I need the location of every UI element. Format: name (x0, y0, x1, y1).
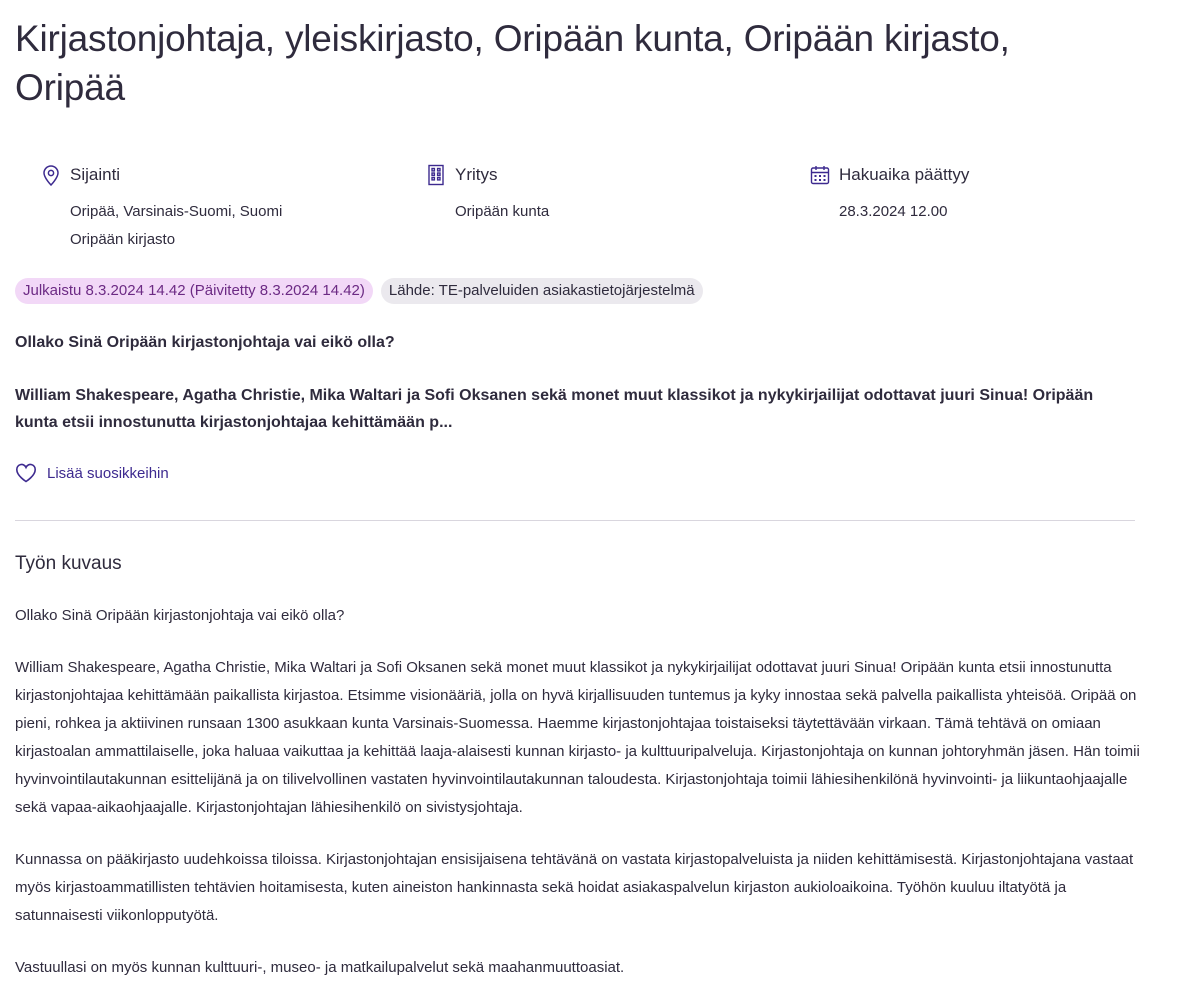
add-favorite-button[interactable] (15, 462, 169, 484)
description-paragraph: William Shakespeare, Agatha Christie, Mika Waltari ja Sofi Oksanen sekä monet muut klassikot ja nykykirjailijat odottavat juuri Sinua! Oripään kunta etsii innostunutta kirjastonjohtajaa kehittämään paikallista kirjastoa. Etsimme visionääriä, jolla on hyvä kirjallisuuden tuntemus ja kyky innostaa sekä palvella paikallista yhteisöä. Oripää on pieni, rohkea ja aktiivinen runsaan 1300 asukkaan kunta Varsinais-Suomessa. Haemme kirjastonjohtajaa toistaiseksi täytettävään virkaan. Tämä tehtävä on omiaan kirjastoalan ammattilaiselle, joka haluaa vaikuttaa ja kehittää laaja-alaisesti kunnan kirjasto- ja kulttuuripalveluja. Kirjastonjohtaja on kunnan johtoryhmän jäsen. Hän toimii hyvinvointilautakunnan esittelijänä ja on tilivelvollinen vastaten hyvinvointilautakunnan taloudesta. Kirjastonjohtaja toimii lähiesihenkilönä hyvinvointi- ja liikuntaohjaajalle sekä vapaa-aikaohjaajalle. Kirjastonjohtajan lähiesihenkilö on sivistysjohtaja. (15, 659, 1140, 816)
meta-deadline (809, 160, 969, 226)
meta-deadline-value: 28.3.2024 12.00 (839, 203, 948, 220)
meta-location-value: Oripää, Varsinais-Suomi, Suomi (70, 203, 283, 220)
meta-deadline-label: Hakuaika päättyy (839, 165, 970, 184)
lead-summary: William Shakespeare, Agatha Christie, Mika Waltari ja Sofi Oksanen sekä monet muut klassikot ja nykykirjailijat odottavat juuri Sinua! Oripään kunta etsii innostunutta kirjastonjohtajaa kehittämään p... (15, 387, 1094, 431)
meta-location (40, 160, 282, 254)
location-pin-icon (40, 164, 62, 186)
description-paragraph: Kunnassa on pääkirjasto uudehkoissa tiloissa. Kirjastonjohtajan ensisijaisena tehtävänä on vastata kirjastopalveluista ja niiden kehittämisestä. Kirjastonjohtajana vastaat myös kirjastoammatillisten tehtävien hoitamisesta, kuten aineiston hankinnasta sekä hoidat asiakaspalvelun kirjaston aukioloaikoina. Työhön kuuluu iltatyötä ja satunnaisesti viikonlopputyötä. (15, 851, 1134, 924)
meta-company-value: Oripään kunta (455, 203, 550, 220)
page-title: Kirjastonjohtaja, yleiskirjasto, Oripään kunta, Oripään kirjasto, Oripää (15, 18, 1010, 108)
source-badge: Lähde: TE-palveluiden asiakastietojärjestelmä (381, 278, 703, 304)
meta-location-label: Sijainti (70, 165, 121, 184)
job-meta (40, 160, 1140, 260)
heart-icon (15, 462, 37, 484)
badge-row (15, 278, 703, 304)
section-divider (15, 520, 1135, 521)
description-title: Työn kuvaus (15, 553, 122, 574)
published-badge: Julkaistu 8.3.2024 14.42 (Päivitetty 8.3.2024 14.42) (15, 278, 373, 304)
meta-company (425, 160, 549, 226)
meta-location-value: Oripään kirjasto (70, 231, 176, 248)
add-favorite-label: Lisää suosikkeihin (47, 464, 169, 482)
lead-question: Ollako Sinä Oripään kirjastonjohtaja vai eikö olla? (15, 334, 395, 351)
job-description (15, 602, 1140, 988)
calendar-icon (809, 164, 831, 186)
meta-company-label: Yritys (455, 165, 498, 184)
description-paragraph: Vastuullasi on myös kunnan kulttuuri-, museo- ja matkailupalvelut sekä maahanmuuttoasiat. (15, 959, 625, 976)
building-icon (425, 164, 447, 186)
description-paragraph: Ollako Sinä Oripään kirjastonjohtaja vai eikö olla? (15, 607, 345, 624)
